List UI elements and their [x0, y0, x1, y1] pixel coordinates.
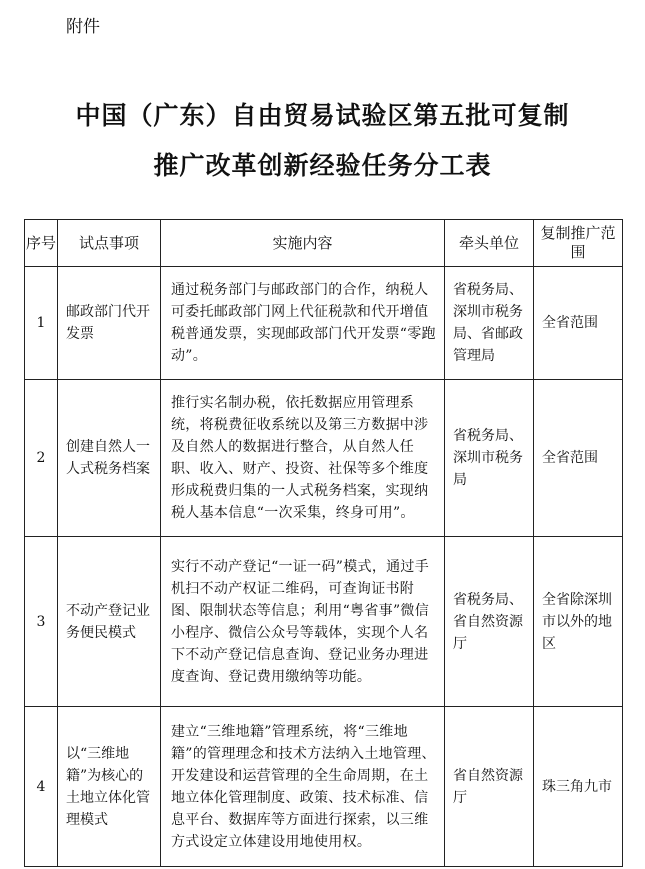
header-content: 实施内容 [161, 220, 445, 267]
row-lead: 省税务局、深圳市税务局 [445, 380, 534, 537]
row-item: 不动产登记业务便民模式 [58, 537, 161, 707]
row-number: 3 [25, 537, 58, 707]
row-number: 4 [25, 707, 58, 867]
table-row [25, 707, 623, 867]
row-number: 2 [25, 380, 58, 537]
row-lead: 省税务局、省自然资源厅 [445, 537, 534, 707]
row-item: 创建自然人一人式税务档案 [58, 380, 161, 537]
row-content: 通过税务部门与邮政部门的合作，纳税人可委托邮政部门网上代征税款和代开增值税普通发票，实现邮政部门代开发票“零跑动”。 [161, 267, 445, 380]
row-number: 1 [25, 267, 58, 380]
page-title-line1: 中国（广东）自由贸易试验区第五批可复制 [75, 101, 570, 130]
table-header-row [25, 220, 623, 267]
row-lead: 省自然资源厅 [445, 707, 534, 867]
row-content: 实行不动产登记“一证一码”模式，通过手机扫不动产权证二维码，可查询证书附图、限制状态等信息；利用“粤省事”微信小程序、微信公众号等载体，实现个人名下不动产登记信息查询、登记业务办理进度查询、登记费用缴纳等功能。 [161, 537, 445, 707]
header-lead: 牵头单位 [445, 220, 534, 267]
row-scope: 全省除深圳市以外的地区 [534, 537, 623, 707]
row-item: 以“三维地籍”为核心的土地立体化管理模式 [58, 707, 161, 867]
row-content: 建立“三维地籍”管理系统，将“三维地籍”的管理理念和技术方法纳入土地管理、开发建设和运营管理的全生命周期，在土地立体化管理制度、政策、技术标准、信息平台、数据库等方面进行探索，以三维方式设定立体建设用地使用权。 [161, 707, 445, 867]
page-title-line2: 推广改革创新经验任务分工表 [153, 151, 492, 180]
attachment-label: 附件 [66, 17, 100, 37]
table-row [25, 380, 623, 537]
task-table [24, 219, 623, 867]
header-scope: 复制推广范围 [534, 220, 623, 267]
row-content: 推行实名制办税，依托数据应用管理系统，将税费征收系统以及第三方数据中涉及自然人的数据进行整合，从自然人任职、收入、财产、投资、社保等多个维度形成税费归集的一人式税务档案，实现纳税人基本信息“一次采集，终身可用”。 [161, 380, 445, 537]
row-item: 邮政部门代开发票 [58, 267, 161, 380]
table-row [25, 537, 623, 707]
row-scope: 全省范围 [534, 380, 623, 537]
row-scope: 全省范围 [534, 267, 623, 380]
row-scope: 珠三角九市 [534, 707, 623, 867]
header-item: 试点事项 [58, 220, 161, 267]
table-row [25, 267, 623, 380]
row-lead: 省税务局、深圳市税务局、省邮政管理局 [445, 267, 534, 380]
header-no: 序号 [25, 220, 58, 267]
